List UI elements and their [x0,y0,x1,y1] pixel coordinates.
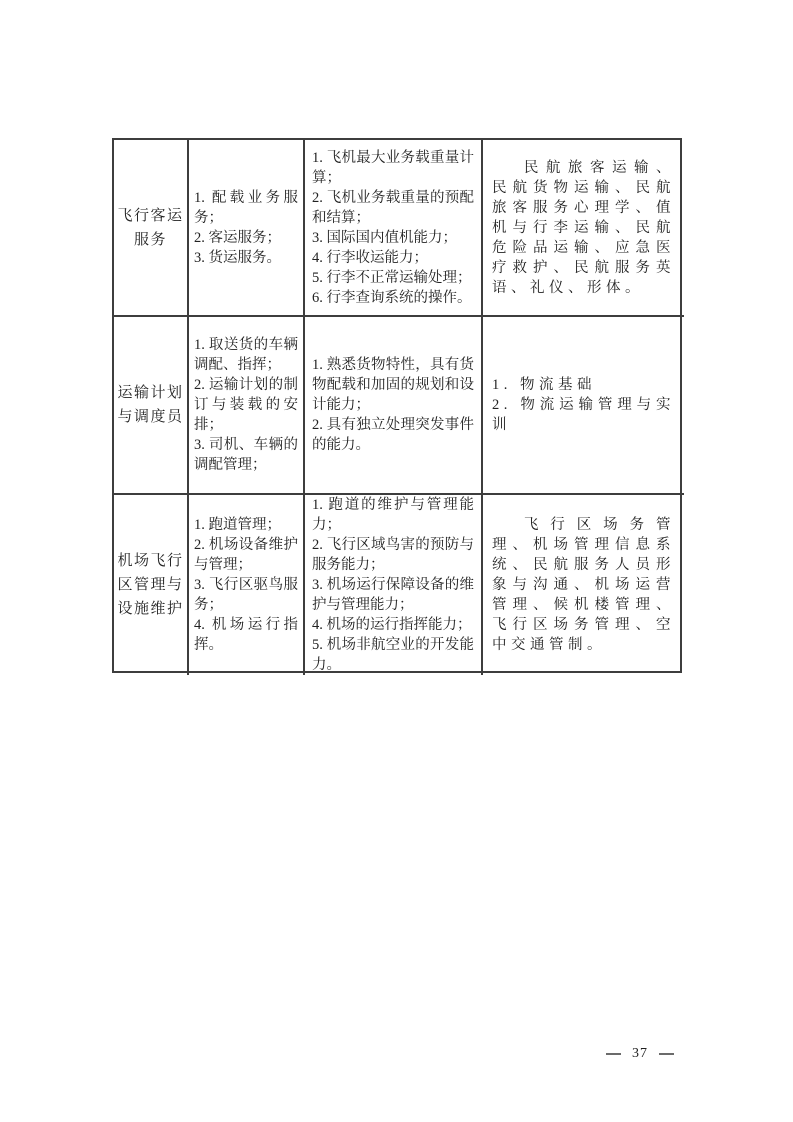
position-name-line: 飞行客运 [117,207,184,224]
courses-cell-row3 [483,495,684,675]
duty-item: 1. 配载业务服务； [194,189,298,226]
page-number [606,1044,674,1064]
abilities-cell-row1 [305,140,483,317]
position-name-line: 与调度员 [117,409,184,425]
page-number-left-dash [606,1053,621,1055]
duty-item: 2. 运输计划的制订与装载的安排； [194,377,298,433]
ability-item: 2. 飞行区域鸟害的预防与服务能力； [312,537,474,573]
page-number-value: 37 [632,1046,648,1061]
position-name-line: 运输计划 [117,385,184,401]
courses-paragraph: 飞行区场务管理、机场管理信息系统、民航服务人员形象与沟通、机场运营管理、候机楼管理、飞行区场务管理、空中交通管制。 [492,517,675,653]
courses-paragraph: 民航旅客运输、民航货物运输、民航旅客服务心理学、值机与行李运输、民航危险品运输、应急医疗救护、民航服务英语、礼仪、形体。 [492,159,675,296]
ability-item: 2. 飞机业务载重量的预配和结算； [312,189,474,226]
ability-item: 6. 行李查询系统的操作。 [312,289,472,306]
courses-cell-row2 [483,317,684,495]
ability-item: 3. 国际国内值机能力； [312,229,457,246]
duty-item: 1. 取送货的车辆调配、指挥； [194,337,298,373]
duty-item: 4. 机场运行指挥。 [194,617,298,653]
position-name-line: 区管理与 [117,577,184,593]
ability-item: 2. 具有独立处理突发事件的能力。 [312,417,474,453]
position-name-line: 机场飞行 [117,553,184,569]
duty-item: 3. 飞行区驱鸟服务； [194,577,298,613]
ability-item: 1. 飞机最大业务载重量计算； [312,149,474,186]
abilities-cell-row3 [305,495,483,675]
page-number-right-dash [659,1053,674,1055]
duty-item: 1. 跑道管理； [194,517,281,533]
ability-item: 3. 机场运行保障设备的维护与管理能力； [312,577,474,613]
abilities-cell-row2 [305,317,483,495]
ability-item: 1. 跑道的维护与管理能力； [312,497,474,533]
duty-item: 3. 司机、车辆的调配管理； [194,437,298,473]
course-item: 1. 物流基础 [492,377,596,393]
ability-item: 5. 行李不正常运输处理； [312,269,472,286]
position-cell-row2 [114,317,189,495]
position-name-line: 设施维护 [117,601,184,617]
courses-cell-row1 [483,140,684,317]
duty-item: 2. 客运服务； [194,229,281,246]
duties-cell-row1 [189,140,305,317]
position-cell-row3 [114,495,189,675]
position-cell-row1 [114,140,189,317]
ability-item: 5. 机场非航空业的开发能力。 [312,637,474,673]
job-positions-table [112,138,682,673]
ability-item: 1. 熟悉货物特性，具有货物配载和加固的规划和设计能力； [312,357,474,413]
ability-item: 4. 行李收运能力； [312,249,428,266]
duty-item: 2. 机场设备维护与管理； [194,537,298,573]
duties-cell-row2 [189,317,305,495]
duties-cell-row3 [189,495,305,675]
course-item: 2. 物流运输管理与实训 [492,397,675,433]
duty-item: 3. 货运服务。 [194,249,281,266]
position-name-line: 服务 [133,231,167,248]
ability-item: 4. 机场的运行指挥能力； [312,617,472,633]
